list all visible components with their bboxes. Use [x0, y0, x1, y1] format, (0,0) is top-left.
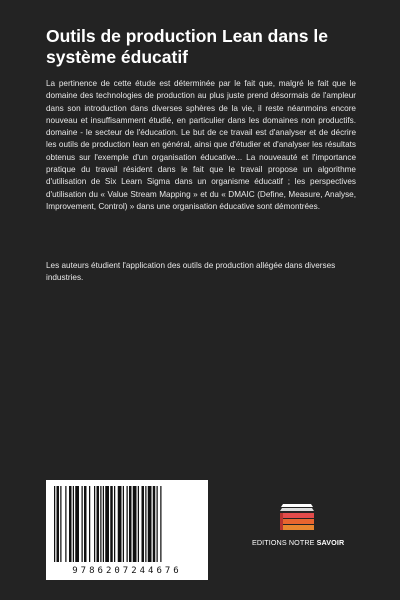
barcode-bar — [142, 486, 145, 562]
publisher-name — [252, 538, 345, 547]
barcode-bar — [148, 486, 152, 562]
publisher-name-regular: EDITIONS NOTRE — [252, 538, 317, 547]
barcode-bar — [75, 486, 79, 562]
isbn-barcode — [46, 480, 208, 580]
publisher-block — [252, 502, 345, 547]
barcode-bar — [97, 486, 100, 562]
barcode-bar — [100, 486, 101, 562]
barcode-bar — [54, 486, 55, 562]
barcode-bar — [153, 486, 156, 562]
barcode-bar — [123, 486, 124, 562]
barcode-bar — [118, 486, 122, 562]
authors-note: Les auteurs étudient l'application des outils de production allégée dans diverses industries. — [46, 261, 336, 283]
barcode-bar — [60, 486, 61, 562]
barcode-bar — [110, 486, 113, 562]
book-description: La pertinence de cette étude est déterminée par le fait que, malgré le fait que le domaine des technologies de production au plus juste prend désormais de l'ampleur dans son introduction dans diverses sphères de la vie, il reste néanmoins encore nouveau et insuffisamment étudié, en particulier dans les domaines non productifs. domaine - le secteur de l'éducation. Le but de ce travail est d'analyser et de décrire les outils de production lean en général, ainsi que d'étudier et d'analyser les résultats obtenus sur l'exemple d'un organisation éducative... La nouveauté et l'importance pratique du travail résident dans le fait que le travail propose un algorithme d'utilisation de Six Learn Sigma dans un organisme éducatif ; les perspectives d'utilisation du « Value Stream Mapping » et du « DMAIC (Define, Measure, Analyse, Improvement, Control) » dans une organisation éducative sont démontrées. — [46, 79, 356, 211]
barcode-bar — [57, 486, 60, 562]
barcode-bar — [138, 486, 139, 562]
barcode-bar — [105, 486, 109, 562]
barcode-bar — [73, 486, 74, 562]
barcode-bar — [127, 486, 128, 562]
barcode-bar — [145, 486, 146, 562]
barcode-bar — [103, 486, 104, 562]
barcode-bar — [94, 486, 95, 562]
barcode-bar — [89, 486, 90, 562]
barcode-bar — [114, 486, 115, 562]
publisher-name-bold: SAVOIR — [316, 538, 345, 547]
barcode-bar — [65, 486, 66, 562]
isbn-number: 9786207244676 — [72, 566, 182, 576]
barcode-bar — [84, 486, 87, 562]
barcode-bar — [133, 486, 137, 562]
barcode-bar — [157, 486, 158, 562]
book-title: Outils de production Lean dans le système éducatif — [46, 26, 328, 67]
barcode-bar — [160, 486, 161, 562]
barcode-bar — [82, 486, 83, 562]
barcode-bar — [129, 486, 132, 562]
barcode-bar — [69, 486, 72, 562]
stacked-books-icon — [277, 502, 317, 532]
barcode-icon — [46, 480, 208, 580]
